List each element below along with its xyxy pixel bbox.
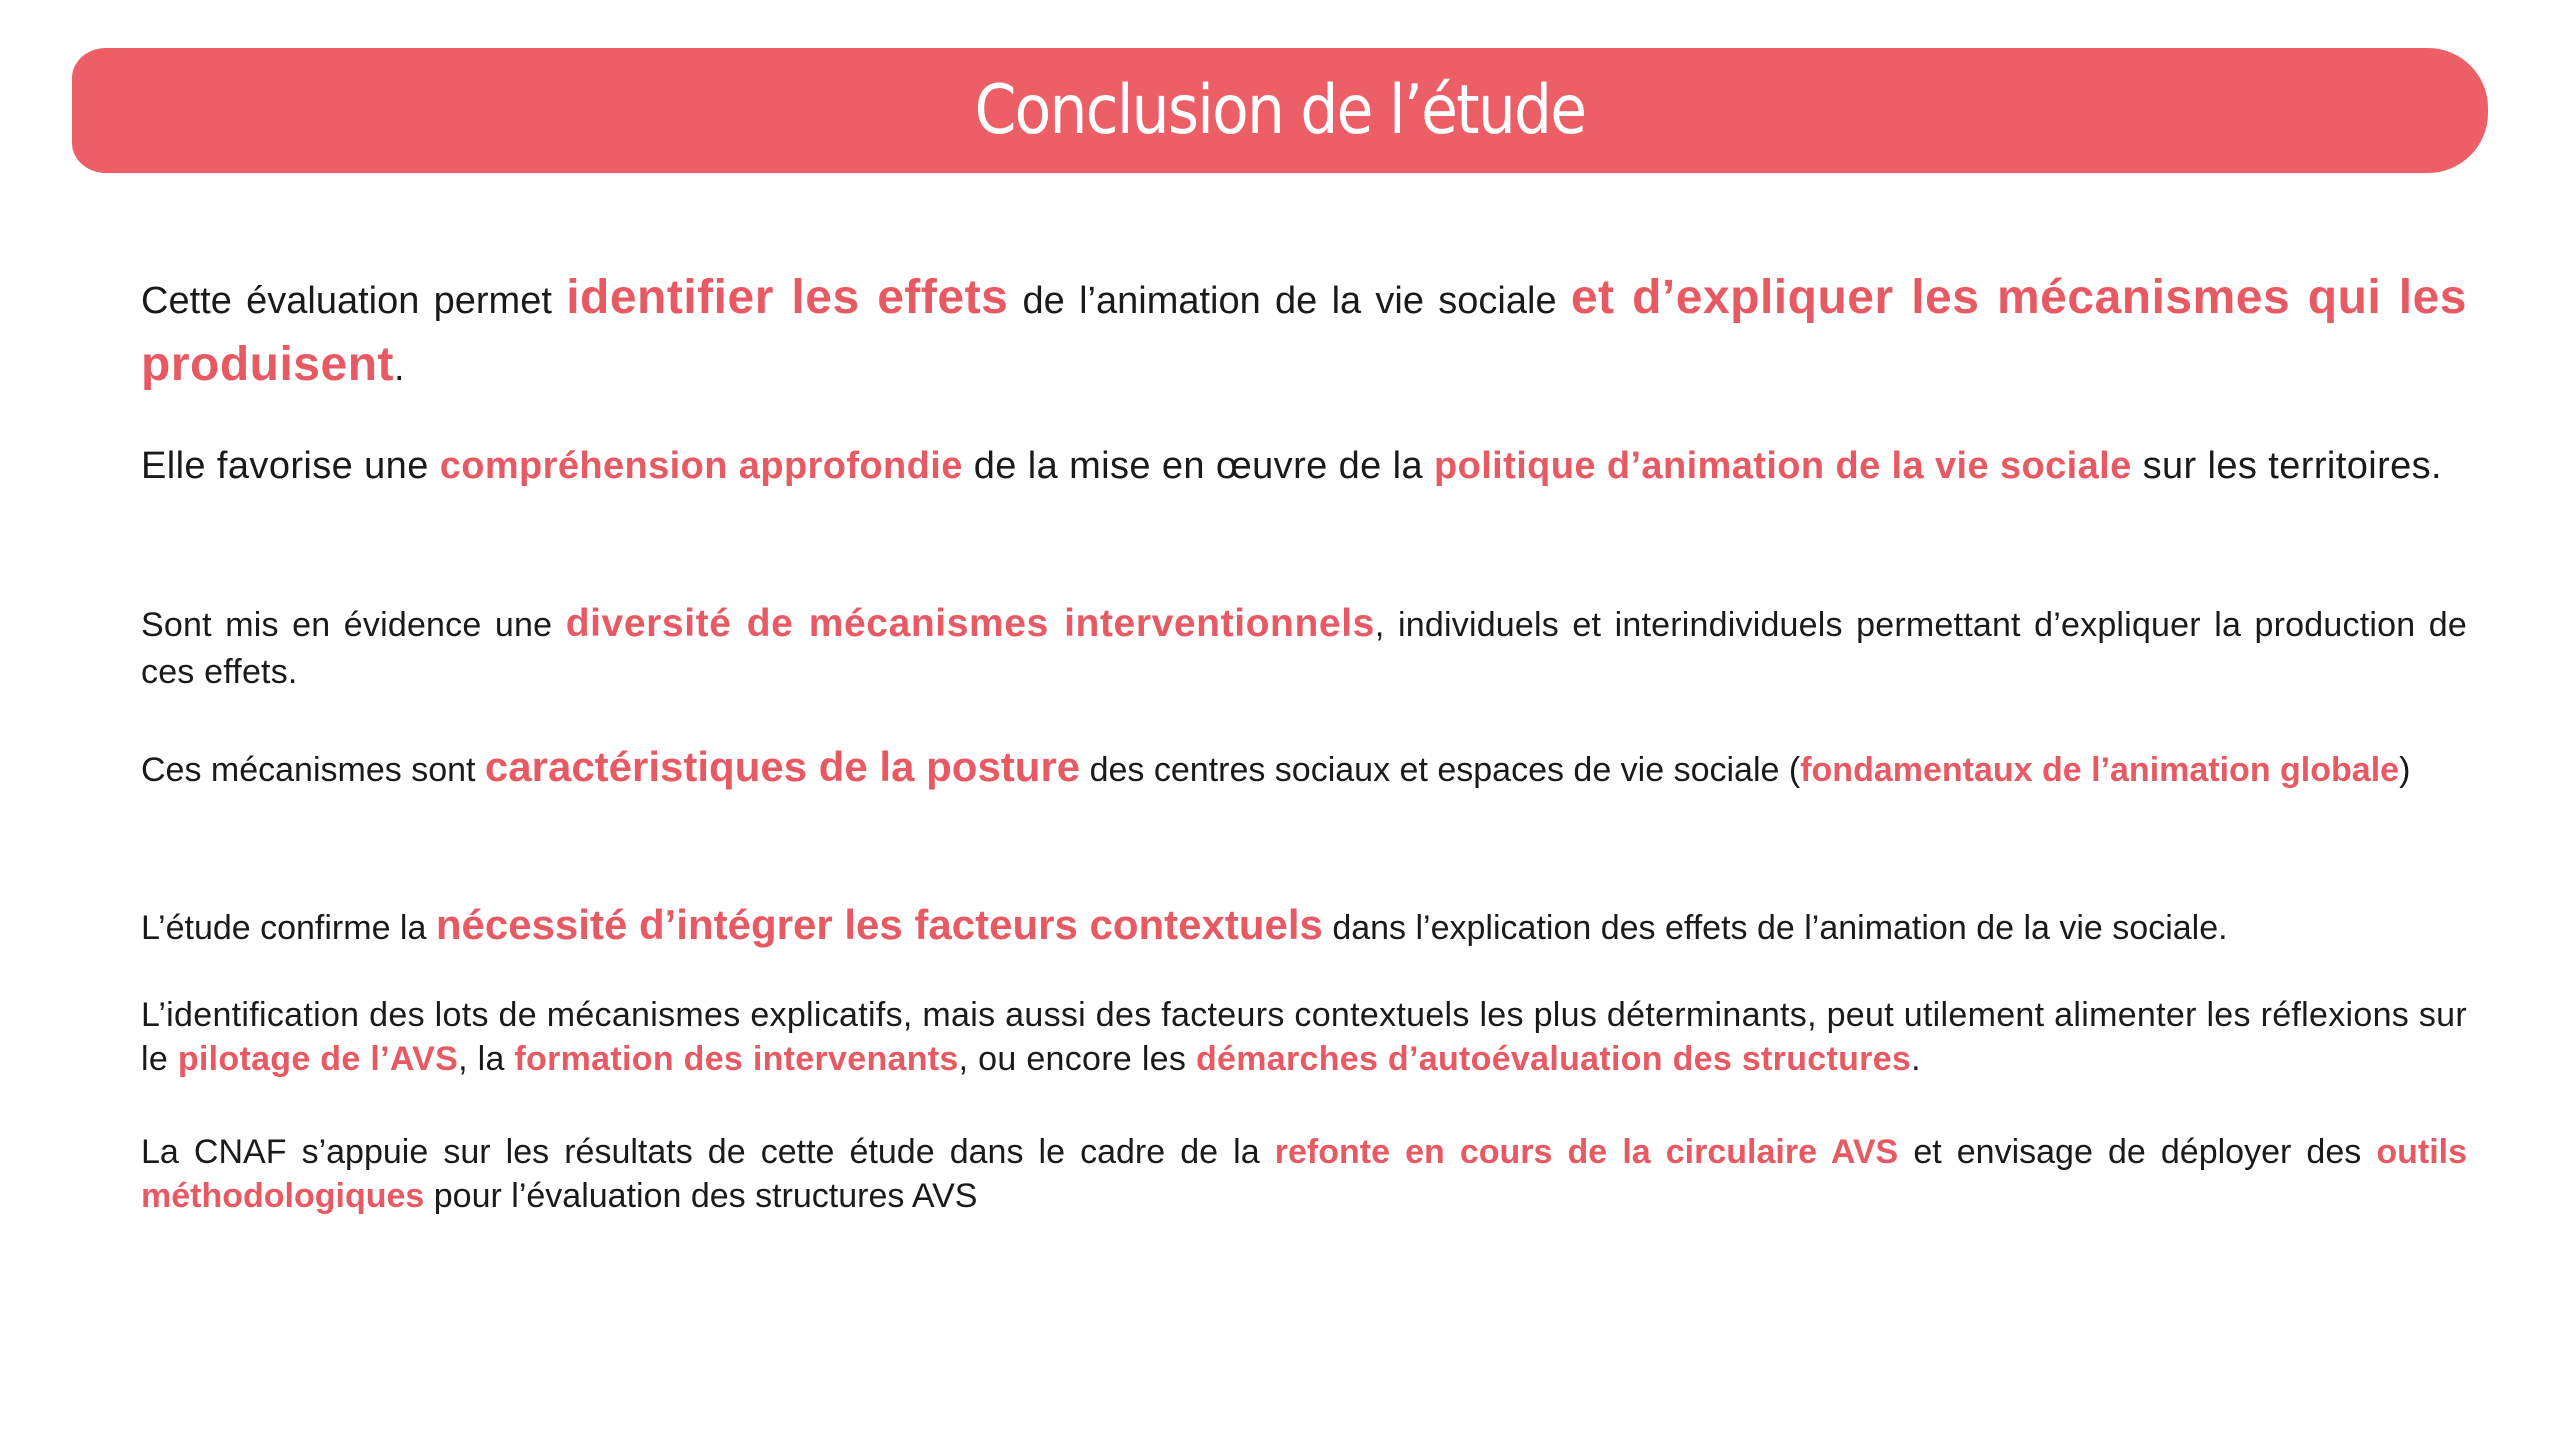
highlight-training: formation des intervenants (514, 1040, 959, 1078)
text-segment: . (1911, 1040, 1921, 1078)
highlight-fundamentals: fondamentaux de l’animation globale (1800, 751, 2400, 789)
highlight-steering: pilotage de l’AVS (177, 1040, 459, 1078)
paragraph-evaluation-purpose (141, 266, 2467, 400)
highlight-explain-mechanisms: et d’expliquer les mécanismes qui les produisent (141, 271, 2468, 391)
text-segment: La CNAF s’appuie sur les résultats de cette étude dans le cadre de la (141, 1133, 1275, 1171)
text-segment: , la (458, 1040, 515, 1078)
text-segment: L’étude confirme la (141, 909, 436, 947)
text-segment: dans l’explication des effets de l’animation de la vie sociale. (1322, 909, 2228, 947)
paragraph-mechanisms-diversity (141, 600, 2467, 696)
highlight-tools: outils méthodologiques (141, 1133, 2467, 1215)
text-segment: des centres sociaux et espaces de vie sociale ( (1080, 751, 1801, 789)
text-segment: Elle favorise une (141, 445, 440, 487)
paragraph-understanding (141, 441, 2467, 491)
text-segment: , ou encore les (958, 1040, 1196, 1078)
text-segment: de l’animation de la vie sociale (1008, 280, 1571, 322)
text-segment: sur les territoires. (2131, 445, 2443, 487)
highlight-posture: caractéristiques de la posture (484, 743, 1081, 790)
title-banner (72, 48, 2488, 173)
text-segment: et envisage de déployer des (1898, 1133, 2377, 1171)
text-segment: L’identification des lots de mécanismes explicatifs, mais aussi des facteurs contextuels les plus déterminants, peut utilement alimenter les réflexions sur le (141, 996, 2467, 1078)
paragraph-posture (141, 742, 2467, 795)
text-segment: , individuels et interindividuels permettant d’expliquer la production de ces effets. (141, 606, 2467, 691)
text-segment: Cette évaluation permet (141, 280, 567, 322)
paragraph-context-factors (141, 897, 2467, 956)
highlight-policy: politique d’animation de la vie sociale (1434, 445, 2132, 487)
highlight-context-factors: nécessité d’intégrer les facteurs contextuels (435, 901, 1323, 948)
highlight-self-assessment: démarches d’autoévaluation des structures (1195, 1040, 1912, 1078)
highlight-identify-effects: identifier les effets (566, 271, 1009, 324)
highlight-deep-understanding: compréhension approfondie (439, 445, 963, 487)
paragraph-reflections (141, 993, 2467, 1081)
text-segment: ) (2399, 751, 2411, 789)
text-segment: . (394, 347, 405, 389)
text-segment: Ces mécanismes sont (141, 751, 485, 789)
highlight-mechanisms-diversity: diversité de mécanismes interventionnels (565, 602, 1375, 645)
text-segment: de la mise en œuvre de la (962, 445, 1434, 487)
paragraph-cnaf (141, 1130, 2467, 1218)
slide-title: Conclusion de l’étude (974, 70, 1586, 150)
text-segment: Sont mis en évidence une (141, 606, 566, 644)
text-segment: pour l’évaluation des structures AVS (424, 1177, 978, 1215)
highlight-circular-overhaul: refonte en cours de la circulaire AVS (1274, 1133, 1899, 1171)
